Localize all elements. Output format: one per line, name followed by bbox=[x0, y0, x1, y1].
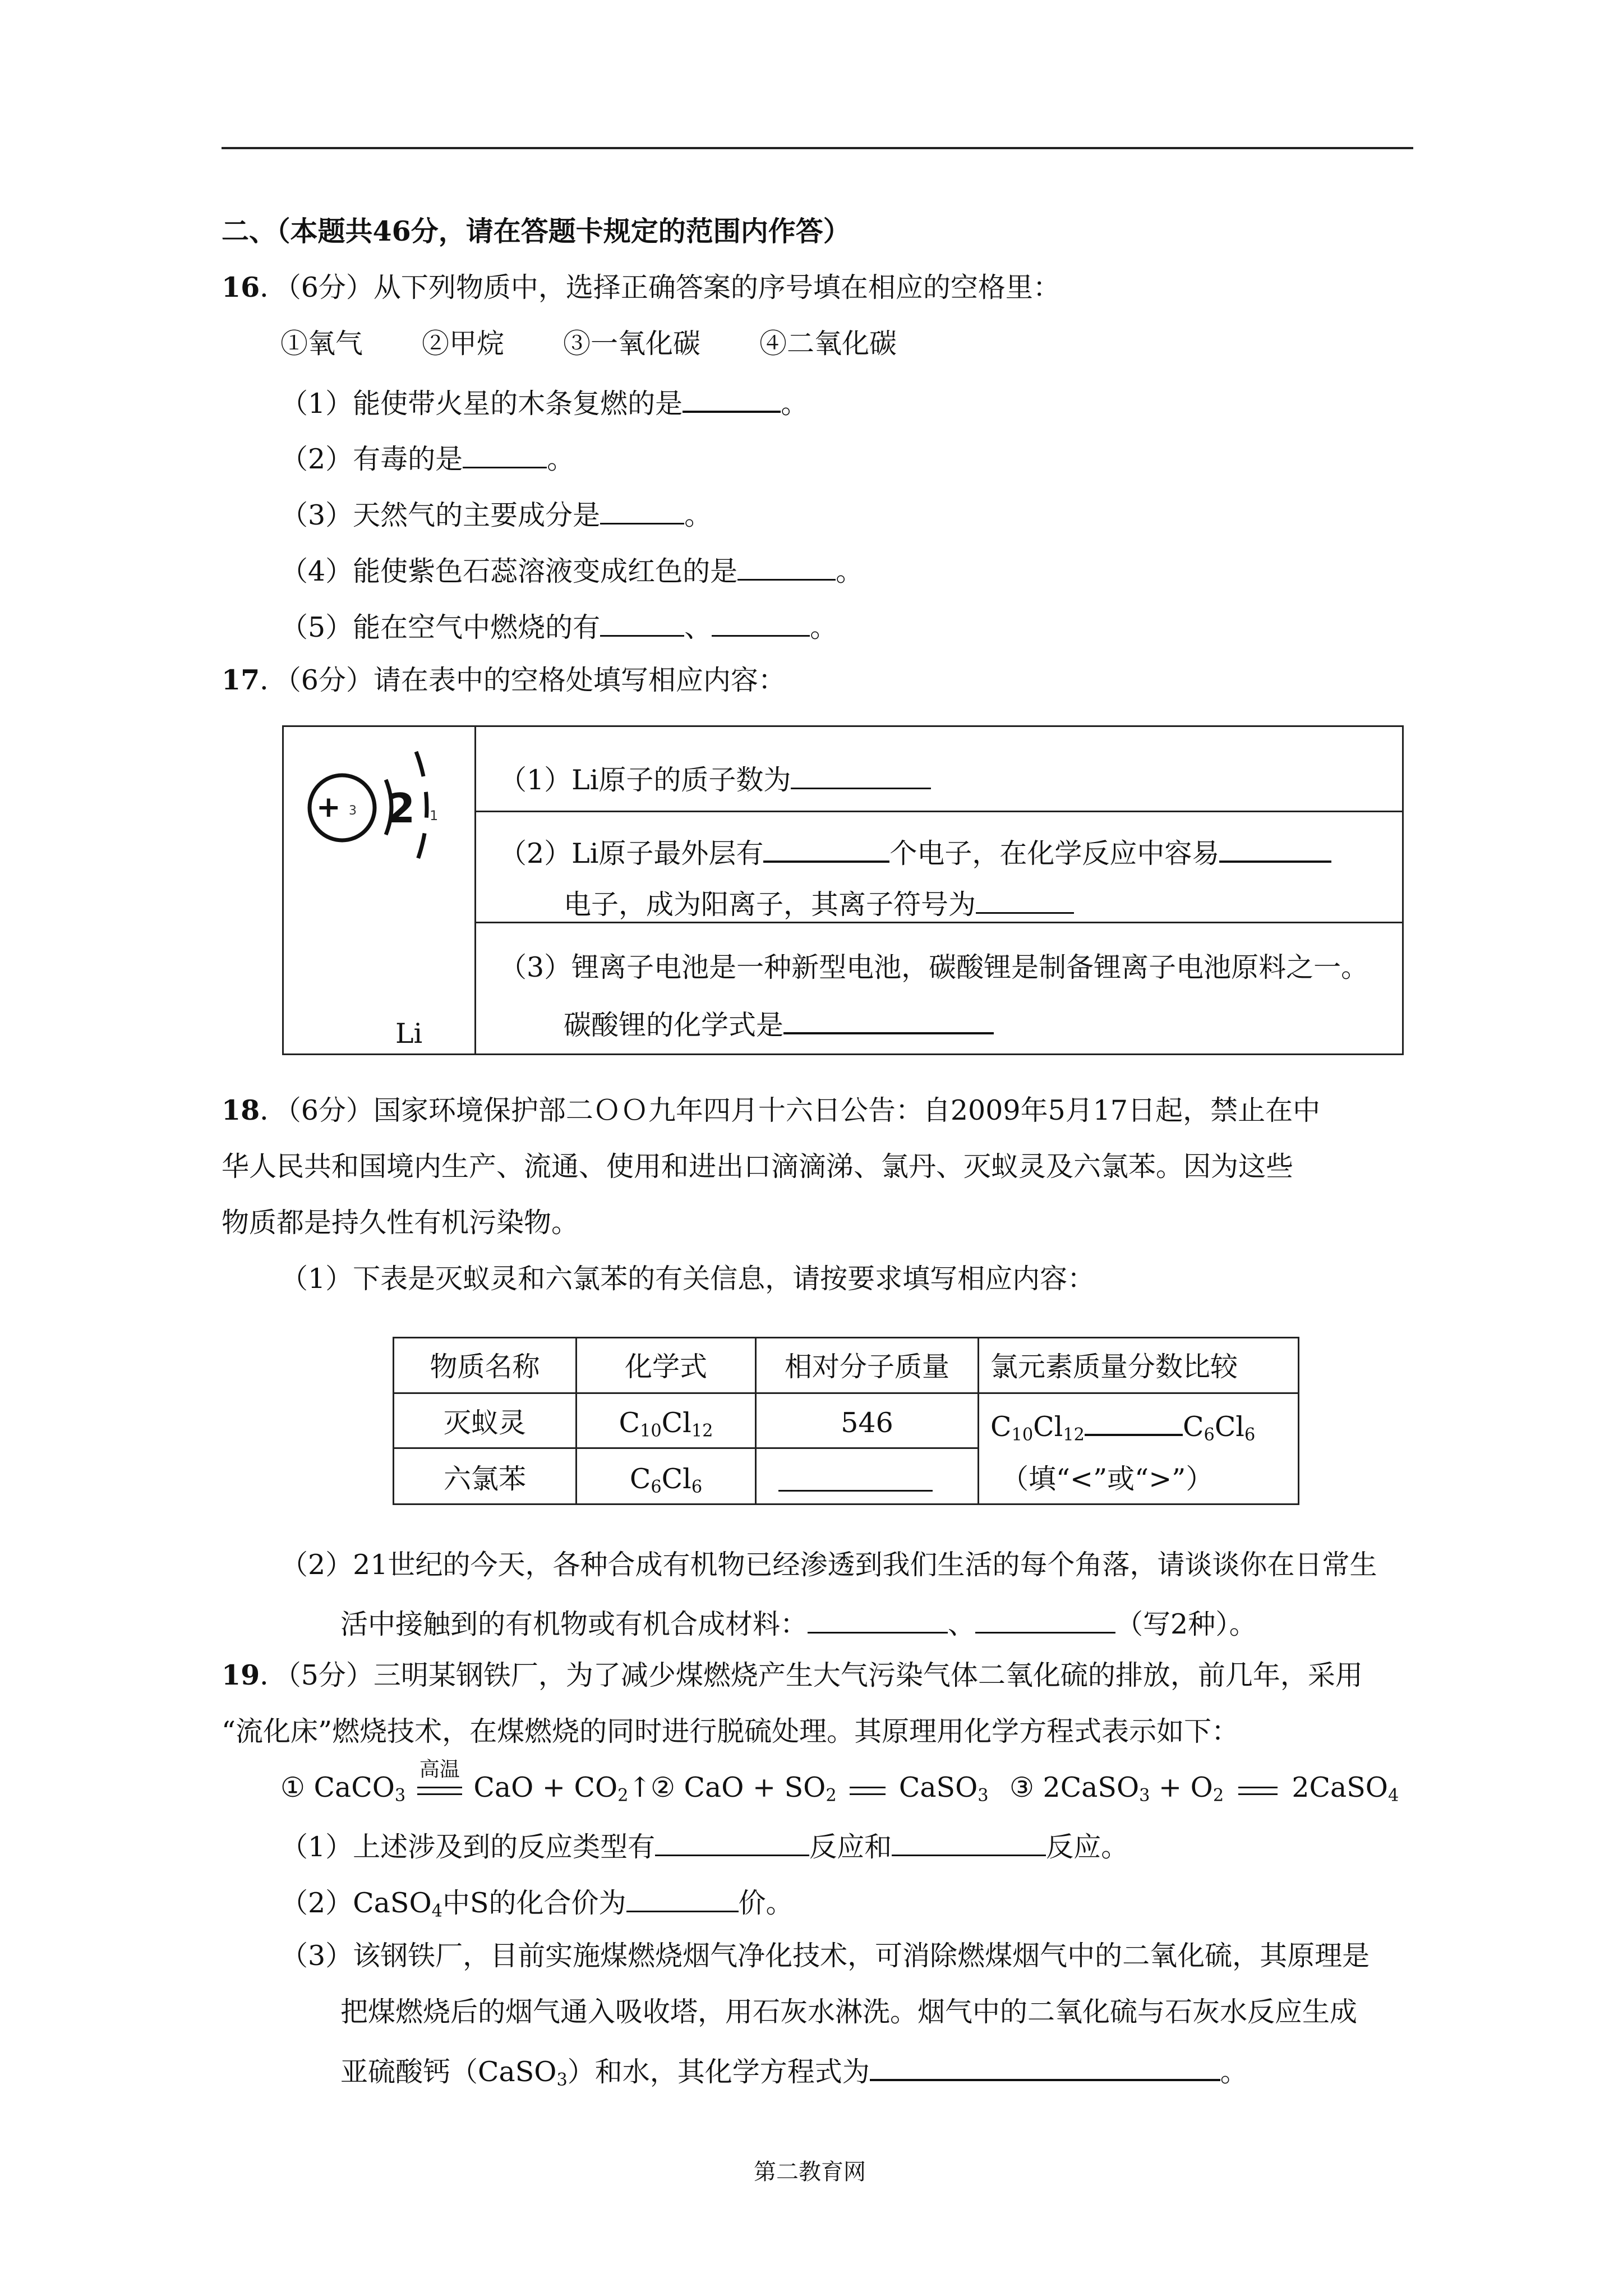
q16-options bbox=[280, 328, 897, 360]
row-1-name: 灭蚁灵 bbox=[443, 1407, 526, 1439]
answer-blank[interactable] bbox=[791, 763, 931, 789]
reaction-condition: 高温 bbox=[419, 1757, 460, 1781]
row-2-mass bbox=[778, 1465, 933, 1496]
answer-blank[interactable] bbox=[870, 2054, 1220, 2081]
answer-blank[interactable] bbox=[683, 386, 781, 413]
answer-blank[interactable] bbox=[626, 1886, 739, 1912]
row-2-formula: $C_6Cl_6$ bbox=[629, 1463, 703, 1497]
shell-1-count: 2 bbox=[387, 785, 416, 832]
answer-blank[interactable] bbox=[892, 1830, 1046, 1856]
compare-expression: $C_{10}Cl_{12}$ $C_6Cl_6$ bbox=[990, 1409, 1255, 1441]
q16-option-1: ①氧气 bbox=[280, 328, 363, 360]
q19-stem-line-1: 19．（5分）三明某钢铁厂，为了减少煤燃烧产生大气污染气体二氧化硫的排放，前几年，采用 bbox=[222, 1659, 1363, 1691]
q16-item-4: （4）能使紫色石蕊溶液变成红色的是 。 bbox=[280, 554, 863, 585]
q17-number: 17 bbox=[222, 664, 260, 696]
shell-2-count: 1 bbox=[430, 808, 439, 823]
top-rule bbox=[222, 147, 1413, 149]
table-header-formula: 化学式 bbox=[624, 1351, 707, 1383]
li-symbol: Li bbox=[395, 1018, 423, 1050]
answer-blank[interactable] bbox=[1219, 836, 1331, 863]
q16-stem-text: ．（6分）从下列物质中，选择正确答案的序号填在相应的空格里： bbox=[260, 272, 1061, 303]
q16-item-3: （3）天然气的主要成分是 。 bbox=[280, 498, 712, 529]
equation-1: ① CaCO$_3$ 高温 CaO + $CO_2↑$ bbox=[280, 1757, 652, 1806]
q19-number: 19 bbox=[222, 1659, 260, 1691]
row-2-name: 六氯苯 bbox=[443, 1463, 526, 1495]
q18-number: 18 bbox=[222, 1094, 260, 1126]
q17-stem-text: ．（6分）请在表中的空格处填写相应内容： bbox=[260, 664, 786, 696]
q16-option-2: ②甲烷 bbox=[422, 328, 505, 360]
q16-item-1: （1）能使带火星的木条复燃的是 。 bbox=[280, 386, 808, 417]
q17-stem bbox=[222, 666, 786, 694]
q17-row-2-line-2: 电子，成为阳离子，其离子符号为 bbox=[564, 887, 1074, 918]
answer-blank[interactable] bbox=[808, 1607, 948, 1634]
answer-blank[interactable] bbox=[737, 554, 836, 581]
q18-stem-line-2: 华人民共和国境内生产、流通、使用和进出口滴滴涕、氯丹、灭蚁灵及六氯苯。因为这些 bbox=[222, 1151, 1294, 1182]
answer-blank[interactable] bbox=[783, 1007, 994, 1034]
answer-blank[interactable] bbox=[600, 498, 684, 524]
q16-item-5: （5）能在空气中燃烧的有 、 。 bbox=[280, 610, 837, 641]
answer-blank[interactable] bbox=[655, 1830, 809, 1856]
q18-stem-line-3: 物质都是持久性有机污染物。 bbox=[222, 1207, 579, 1239]
answer-blank[interactable] bbox=[778, 1465, 933, 1492]
q19-sub-2: （2）CaSO$_4$中S的化合价为 价。 bbox=[280, 1886, 794, 1917]
q16-number: 16 bbox=[222, 271, 260, 303]
q19-sub-1: （1）上述涉及到的反应类型有 反应和 反应。 bbox=[280, 1830, 1128, 1861]
q17-row-1: （1）Li原子的质子数为 bbox=[499, 763, 931, 794]
q18-sub-2-line-2: 活中接触到的有机物或有机合成材料： 、 （写2种）。 bbox=[340, 1607, 1257, 1638]
answer-blank[interactable] bbox=[763, 836, 889, 863]
equation-2: ② CaO + $SO_2$ CaSO$_3$ bbox=[651, 1772, 989, 1806]
answer-blank[interactable] bbox=[975, 1607, 1115, 1634]
q17-row-3-line-2: 碳酸锂的化学式是 bbox=[564, 1007, 994, 1039]
answer-blank[interactable] bbox=[463, 442, 547, 468]
q18-stem-line-1: 18．（6分）国家环境保护部二ＯＯ九年四月十六日公告：自2009年5月17日起，禁止在中 bbox=[222, 1094, 1321, 1126]
q16-stem bbox=[222, 271, 1061, 303]
answer-blank[interactable] bbox=[600, 610, 684, 637]
q18-sub-2-line-1: （2）21世纪的今天，各种合成有机物已经渗透到我们生活的每个角落，请谈谈你在日常生 bbox=[280, 1549, 1377, 1581]
q19-sub-3-line-3: 亚硫酸钙（CaSO$_3$）和水，其化学方程式为 。 bbox=[340, 2054, 1248, 2086]
page-footer: 第二教育网 bbox=[754, 2159, 866, 2185]
section-header: 二、（本题共46分，请在答题卡规定的范围内作答） bbox=[222, 215, 851, 247]
table-header-name: 物质名称 bbox=[430, 1351, 540, 1383]
q19-sub-3-line-2: 把煤燃烧后的烟气通入吸收塔，用石灰水淋洗。烟气中的二氧化硫与石灰水反应生成 bbox=[340, 1996, 1358, 2028]
nucleus-number: 3 bbox=[349, 804, 357, 818]
answer-blank[interactable] bbox=[1085, 1409, 1183, 1436]
li-atom-structure-diagram bbox=[297, 740, 460, 886]
q16-item-2: （2）有毒的是 。 bbox=[280, 442, 574, 473]
row-1-mass: 546 bbox=[841, 1407, 893, 1439]
table-header-mass: 相对分子质量 bbox=[784, 1351, 949, 1383]
q16-option-4: ④二氧化碳 bbox=[759, 328, 897, 360]
table-header-compare: 氯元素质量分数比较 bbox=[990, 1351, 1238, 1383]
q16-option-3: ③一氧化碳 bbox=[563, 328, 701, 360]
equation-3: ③ 2CaSO$_3$ + $O_2$ 2CaSO$_4$ bbox=[1009, 1772, 1399, 1806]
reaction-condition-sign bbox=[414, 1757, 465, 1801]
compare-hint: （填“<”或“>”） bbox=[1001, 1463, 1214, 1495]
nucleus-plus: + bbox=[316, 790, 341, 824]
q17-row-2-line-1: （2）Li原子最外层有 个电子，在化学反应中容易 bbox=[499, 836, 1331, 867]
q17-row-3-line-1: （3）锂离子电池是一种新型电池，碳酸锂是制备锂离子电池原料之一。 bbox=[499, 951, 1369, 983]
q19-stem-line-2: “流化床”燃烧技术，在煤燃烧的同时进行脱硫处理。其原理用化学方程式表示如下： bbox=[222, 1715, 1239, 1747]
q19-sub-3-line-1: （3）该钢铁厂，目前实施煤燃烧烟气净化技术，可消除燃煤烟气中的二氧化硫，其原理是 bbox=[280, 1940, 1370, 1972]
answer-blank[interactable] bbox=[712, 610, 810, 637]
row-1-formula: $C_{10}Cl_{12}$ bbox=[619, 1407, 713, 1441]
answer-blank[interactable] bbox=[976, 887, 1074, 914]
q18-sub-1: （1）下表是灭蚁灵和六氯苯的有关信息，请按要求填写相应内容： bbox=[280, 1263, 1095, 1295]
